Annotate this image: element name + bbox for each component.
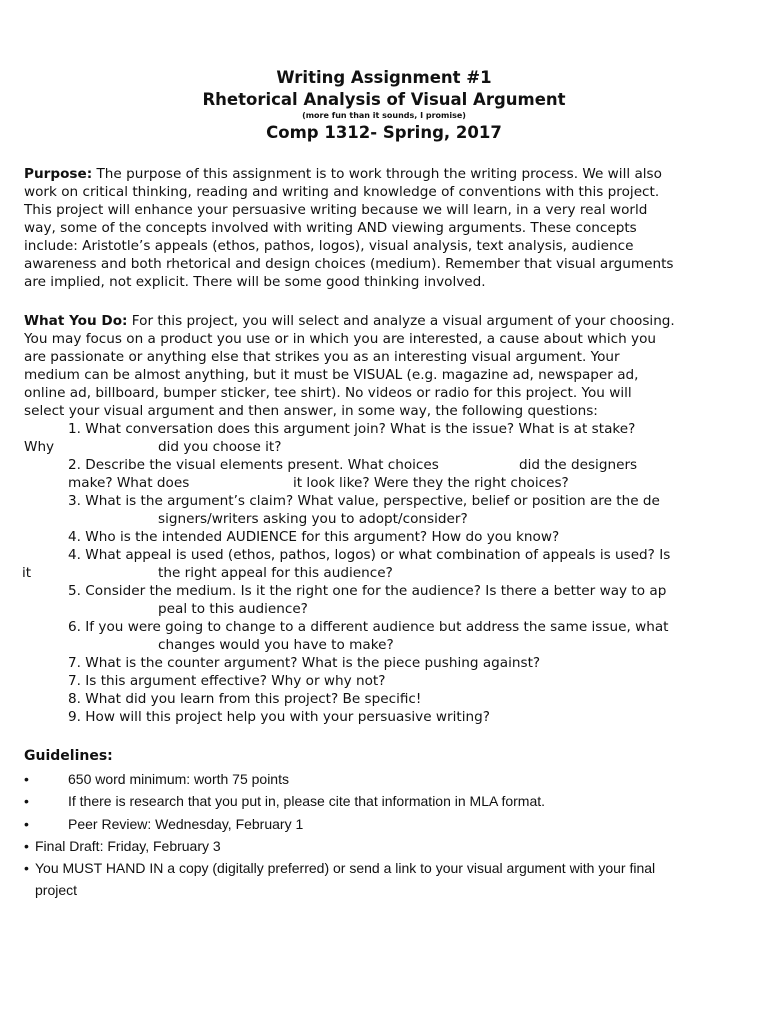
wyd-text: For this project, you will select and analyze a visual argument of your choosing. <box>127 313 675 329</box>
wyd-line: are passionate or anything else that strikes you as an interesting visual argument. Your <box>24 349 620 365</box>
guideline-item: project <box>35 882 78 898</box>
bullet-icon: • <box>24 816 29 832</box>
question-item: Why <box>24 439 55 455</box>
assignment-subtitle: Rhetorical Analysis of Visual Argument <box>202 90 566 109</box>
question-item: 7. Is this argument effective? Why or why not? <box>68 673 386 689</box>
question-item: 4. Who is the intended AUDIENCE for this argument? How do you know? <box>68 529 560 545</box>
question-item: 9. How will this project help you with your persuasive writing? <box>68 709 490 725</box>
wyd-line: select your visual argument and then answer, in some way, the following questions: <box>24 403 598 419</box>
purpose-line: include: Aristotle’s appeals (ethos, pathos, logos), visual analysis, text analysis, audience <box>24 238 634 254</box>
question-item: 7. What is the counter argument? What is the piece pushing against? <box>68 655 541 671</box>
what-you-do-label: What You Do: <box>24 313 128 329</box>
purpose-line <box>24 165 662 183</box>
purpose-line: work on critical thinking, reading and writing and knowledge of conventions with this project. <box>24 184 660 200</box>
purpose-text: The purpose of this assignment is to work through the writing process. We will also <box>92 166 662 182</box>
assignment-title: Writing Assignment #1 <box>276 68 492 87</box>
guideline-item: You MUST HAND IN a copy (digitally preferred) or send a link to your visual argument with your final <box>35 860 656 876</box>
question-item: peal to this audience? <box>158 601 308 617</box>
bullet-icon: • <box>24 860 29 876</box>
purpose-line: way, some of the concepts involved with writing AND viewing arguments. These concepts <box>24 220 637 236</box>
course-heading: Comp 1312- Spring, 2017 <box>266 123 502 142</box>
guideline-item: 650 word minimum: worth 75 points <box>68 771 289 787</box>
question-item: the right appeal for this audience? <box>158 565 393 581</box>
assignment-note: (more fun than it sounds, I promise) <box>302 111 466 120</box>
guideline-item: If there is research that you put in, please cite that information in MLA format. <box>68 793 546 809</box>
wyd-line: medium can be almost anything, but it must be VISUAL (e.g. magazine ad, newspaper ad, <box>24 367 639 383</box>
question-item: it <box>22 565 32 581</box>
question-item: 8. What did you learn from this project? Be specific! <box>68 691 422 707</box>
guideline-item: Final Draft: Friday, February 3 <box>35 838 221 854</box>
question-item: 4. What appeal is used (ethos, pathos, logos) or what combination of appeals is used? Is <box>68 547 671 563</box>
question-item: 3. What is the argument’s claim? What value, perspective, belief or position are the de <box>68 493 660 509</box>
question-item: 6. If you were going to change to a different audience but address the same issue, what <box>68 619 669 635</box>
purpose-line: awareness and both rhetorical and design choices (medium). Remember that visual arguments <box>24 256 674 272</box>
question-item: 5. Consider the medium. Is it the right one for the audience? Is there a better way to ap <box>68 583 667 599</box>
question-item: did the designers <box>519 457 638 473</box>
bullet-icon: • <box>24 838 29 854</box>
purpose-line: are implied, not explicit. There will be some good thinking involved. <box>24 274 486 290</box>
wyd-line <box>24 312 675 330</box>
bullet-icon: • <box>24 793 29 809</box>
purpose-label: Purpose: <box>24 166 93 182</box>
guidelines-heading: Guidelines: <box>24 748 113 764</box>
question-item: 1. What conversation does this argument join? What is the issue? What is at stake? <box>68 421 636 437</box>
question-item: changes would you have to make? <box>158 637 394 653</box>
wyd-line: online ad, billboard, bumper sticker, tee shirt). No videos or radio for this project. You will <box>24 385 632 401</box>
bullet-icon: • <box>24 771 29 787</box>
guideline-item: Peer Review: Wednesday, February 1 <box>68 816 304 832</box>
question-item: did you choose it? <box>158 439 282 455</box>
question-item: 2. Describe the visual elements present. What choices <box>68 457 439 473</box>
question-item: it look like? Were they the right choices? <box>293 475 569 491</box>
purpose-line: This project will enhance your persuasive writing because we will learn, in a very real world <box>24 202 648 218</box>
question-item: make? What does <box>68 475 190 491</box>
question-item: signers/writers asking you to adopt/consider? <box>158 511 468 527</box>
wyd-line: You may focus on a product you use or in which you are interested, a cause about which you <box>24 331 657 347</box>
